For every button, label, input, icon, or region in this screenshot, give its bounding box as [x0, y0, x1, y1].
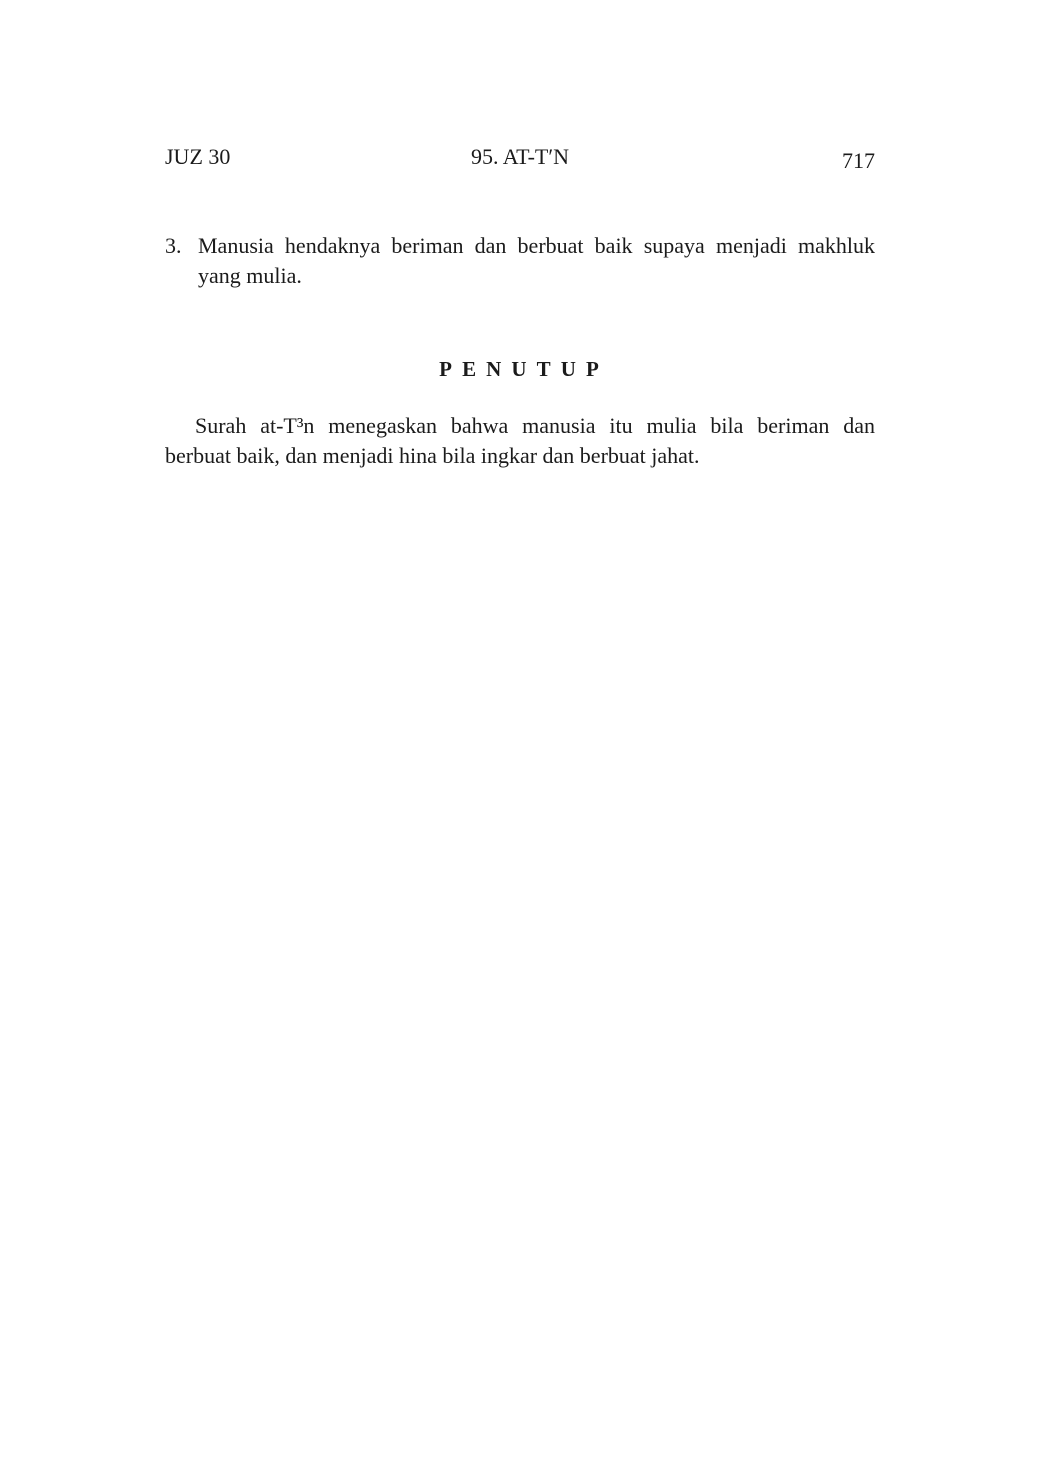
- commentary-item-3: [165, 231, 875, 291]
- surah-title: 95. AT-T′N: [470, 144, 570, 169]
- item-number: 3.: [165, 233, 182, 258]
- closing-paragraph-line-1: Surah at-T³n menegaskan bahwa manusia itu mulia bila beriman dan: [195, 413, 875, 438]
- closing-section-heading: PENUTUP: [439, 357, 609, 381]
- page-number: 717: [842, 148, 875, 173]
- closing-paragraph-line-2: berbuat baik, dan menjadi hina bila ingkar dan berbuat jahat.: [165, 443, 700, 468]
- closing-paragraph: [165, 411, 875, 471]
- item-line-2: yang mulia.: [198, 263, 302, 288]
- item-body: [198, 231, 875, 291]
- item-line-1: Manusia hendaknya beriman dan berbuat baik supaya menjadi makhluk: [198, 233, 875, 258]
- running-header: [165, 143, 875, 173]
- juz-label: JUZ 30: [165, 144, 231, 169]
